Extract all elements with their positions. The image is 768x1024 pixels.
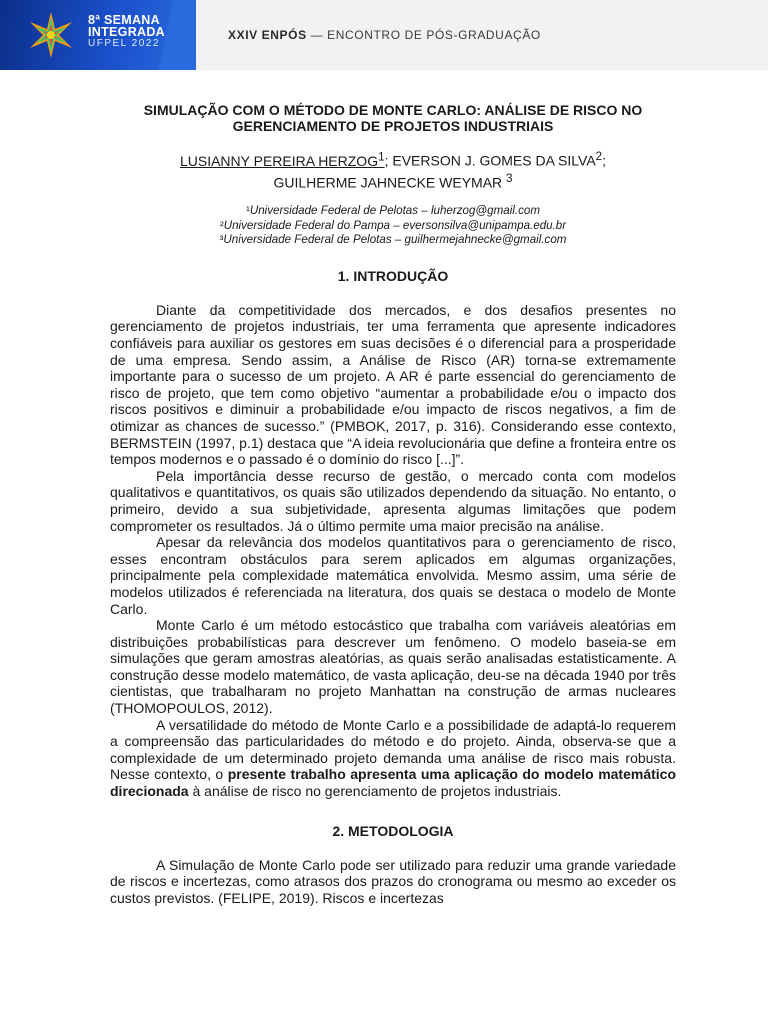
paragraph: Diante da competitividade dos mercados, e dos desafios presentes no gerenciamento de projetos industriais, ter uma ferramenta que apresente indicadores confiáveis para auxiliar os gestores em suas decisões é o diferencial para a prosperidade de uma empresa. Sendo assim, a Análise de Risco (AR) torna-se extremamente importante para o sucesso de um projeto. A AR é parte essencial do gerenciamento de risco de projeto, que tem como objetivo “aumentar a probabilidade e/ou o impacto dos riscos positivos e diminuir a probabilidade e/ou impacto de riscos negativos, a fim de otimizar as chances de sucesso.” (PMBOK, 2017, p. 316). Considerando esse contexto, BERMSTEIN (1997, p.1) destaca que “A ideia revolucionária que define a fronteira entre os tempos modernos e o passado é o domínio do risco [...]”. (110, 301, 676, 468)
author-2: ; EVERSON J. GOMES DA SILVA (384, 152, 596, 169)
affiliation-3 (110, 233, 676, 248)
affiliation-1-text: Universidade Federal de Pelotas – luherzog@gmail.com (249, 204, 541, 218)
paper-title-line-2: GERENCIAMENTO DE PROJETOS INDUSTRIAIS (232, 118, 554, 134)
methodology-body (110, 857, 676, 907)
paragraph: Monte Carlo é um método estocástico que trabalha com variáveis aleatórias em distribuições probabilísticas para descrever um fenômeno. O modelo baseia-se em simulações que geram amostras aleatórias, as quais serão analisadas estatisticamente. A construção desse modelo matemático, de vasta aplicação, deu-se na década 1940 por três cientistas, que trabalharam no projeto Manhattan na construção de armas nucleares (THOMOPOULOS, 2012). (110, 617, 676, 717)
logo-line-2: INTEGRADA (88, 25, 166, 39)
affiliation-2 (110, 219, 676, 234)
author-list (110, 148, 676, 191)
section-heading-introduction: 1. INTRODUÇÃO (337, 267, 449, 284)
paragraph-emphasis: presente trabalho apresenta uma aplicação do modelo matemático direcionada (110, 766, 677, 800)
author-1-sup: 1 (378, 150, 385, 163)
paragraph: A Simulação de Monte Carlo pode ser utilizado para reduzir uma grande variedade de riscos e incertezas, como atrasos dos prazos do cronograma ou mesmo ao exceder os custos previstos. (FELIPE, 2019). Riscos e incertezas (110, 856, 676, 906)
paragraph (110, 717, 676, 800)
affiliation-1-num: ¹ (245, 204, 250, 218)
affiliation-1 (110, 204, 676, 219)
paper-title-line-1: SIMULAÇÃO COM O MÉTODO DE MONTE CARLO: ANÁLISE DE RISCO NO (143, 102, 643, 118)
author-2-sup: 2 (595, 150, 603, 163)
event-title (228, 28, 541, 42)
affiliation-3-text: Universidade Federal de Pelotas – guilhermejahnecke@gmail.com (223, 233, 567, 247)
affiliation-2-text: Universidade Federal do Pampa – eversonsilva@unipampa.edu.br (223, 218, 567, 232)
author-3-sup: 3 (506, 171, 513, 185)
section-heading-methodology: 2. METODOLOGIA (332, 822, 454, 839)
author-1-name: LUSIANNY PEREIRA HERZOG (179, 152, 379, 169)
author-3: GUILHERME JAHNECKE WEYMAR (273, 174, 507, 191)
author-line-1 (110, 148, 676, 170)
paragraph: Apesar da relevância dos modelos quantitativos para o gerenciamento de risco, esses encontram obstáculos para serem aplicados em algumas organizações, principalmente pela complexidade matemática envolvida. Mesmo assim, uma série de modelos utilizados é referenciada na literatura, dos quais se destaca o modelo de Monte Carlo. (110, 534, 676, 617)
event-logo-text (88, 14, 165, 50)
event-title-bold: XXIV ENPÓS (228, 28, 307, 42)
star-logo-icon (26, 10, 76, 60)
paragraph-text: A versatilidade do método de Monte Carlo e a possibilidade de adaptá-lo requerem a compreensão das particularidades do método e do projeto. Ainda, observa-se que a complexidade de um determinado projeto demanda uma análise de risco mais robusta. Nesse contexto, o (110, 716, 676, 783)
author-line-2 (110, 170, 676, 192)
paragraph: Pela importância desse recurso de gestão, o mercado conta com modelos qualitativos e quantitativos, os quais são utilizados dependendo da situação. No entanto, o primeiro, devido a sua subjetividade, apresenta algumas limitações que podem comprometer os resultados. Já o último permite uma maior precisão na análise. (110, 467, 676, 534)
paper-page (110, 102, 676, 906)
paper-title (110, 102, 676, 134)
author-1 (179, 150, 385, 169)
event-title-rest: — ENCONTRO DE PÓS-GRADUAÇÃO (306, 28, 541, 42)
author-2-end: ; (602, 152, 607, 169)
paragraph-text: à análise de risco no gerenciamento de projetos industriais. (188, 783, 562, 800)
affiliations (110, 204, 676, 248)
logo-line-1: 8ª SEMANA (88, 13, 160, 27)
affiliation-3-num: ³ (219, 233, 224, 247)
affiliation-2-num: ² (219, 218, 224, 232)
introduction-body (110, 302, 676, 800)
logo-line-3: UFPEL 2022 (88, 38, 160, 49)
event-logo-block (0, 0, 196, 70)
header-banner (0, 0, 768, 70)
